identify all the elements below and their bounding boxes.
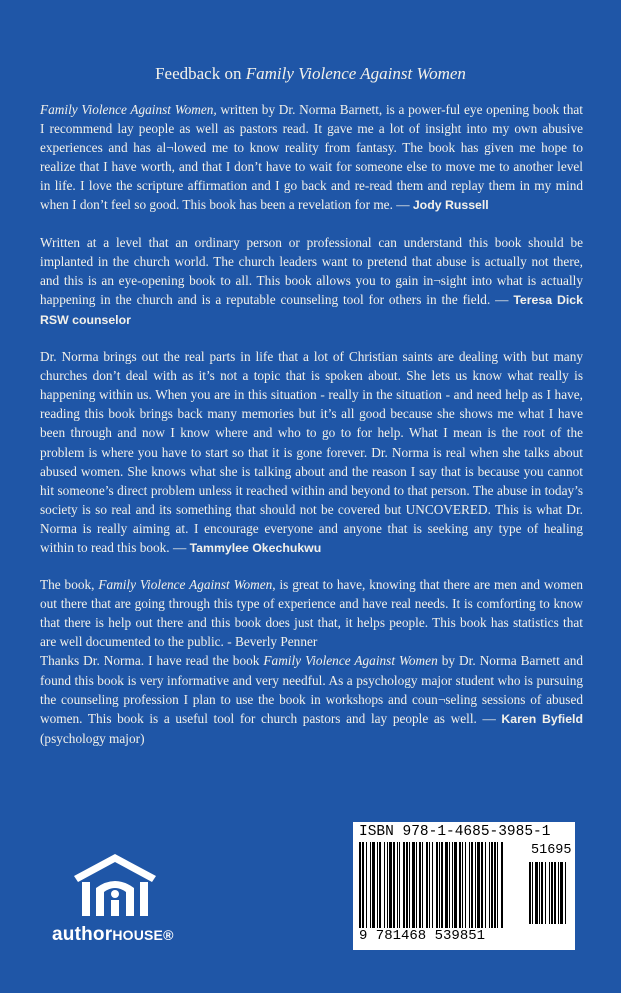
publisher-name-main: author (52, 924, 113, 945)
price-barcode-bars (529, 862, 571, 924)
testimonial-5-author: Karen Byfield (501, 711, 583, 726)
testimonial-2-text: Written at a level that an ordinary person or professional can understand this book should be implanted in the church world. The church leaders want to pretend that abuse is actually not there, and this is an eye-opening book to all. This book allows you to gain in¬sight into what is actually happening in the church and is a reputable counseling tool for others in the field. — (40, 234, 583, 307)
testimonial-5-pre: Thanks Dr. Norma. I have read the book (40, 653, 264, 669)
publisher-trademark: ® (163, 927, 174, 943)
price-code: 51695 (531, 843, 572, 858)
testimonial-5-suffix: (psychology major) (40, 730, 145, 746)
ean-barcode-bars (359, 842, 527, 928)
testimonial-1-lead: Family Violence Against Women, (40, 102, 217, 117)
testimonial-1-author: Jody Russell (412, 198, 489, 213)
isbn-label: ISBN 978-1-4685-3985-1 (359, 824, 551, 840)
testimonial-1 (40, 100, 583, 216)
testimonial-1-text: written by Dr. Norma Barnett, is a power-ful eye opening book that I recommend lay people as well as pastors read. It gave me a lot of insight into my own abusive experiences and has al¬lowed me to know reality from fantasy. The book has given me hope to realize that I have worth, and that I don’t have to wait for someone else to move me to another level in life. I love the scripture affirmation and I go back and re-read them and replay them in my mind when I don’t feel so good. This book has been a revelation for me. — (40, 102, 583, 213)
authorhouse-logo-icon (72, 852, 158, 920)
testimonial-4-pre: The book, (40, 577, 99, 593)
testimonial-4-text: , is great to have, knowing that there are men and women out there that are going through this type of experience and have real needs. It is comforting to know that there is help out there and this book does just that, it helps people. This book has statistics that are well documented to the public. - Beverly Penner (40, 577, 583, 650)
testimonial-5-text: by Dr. Norma Barnett and found this book is very informative and very needful. As a psychology major student who is pursuing the counseling profession I plan to use the book in workshops and coun¬seling sessions of abused women. This book is a useful tool for church pastors and lay people as well. — (40, 653, 583, 726)
ean-digits: 9 781468 539851 (359, 928, 486, 944)
cover-heading (0, 64, 621, 84)
testimonial-2-author: Teresa Dick RSW counselor (40, 292, 583, 327)
testimonials (40, 100, 583, 765)
testimonial-3-author: Tammylee Okechukwu (189, 540, 322, 555)
heading-prefix: Feedback on (155, 64, 242, 83)
testimonial-3 (40, 347, 583, 558)
heading-book-title: Family Violence Against Women (245, 64, 466, 83)
publisher-name-small: HOUSE (112, 927, 164, 943)
testimonial-4 (40, 575, 583, 651)
isbn-barcode (353, 822, 575, 950)
testimonial-3-text: Dr. Norma brings out the real parts in life that a lot of Christian saints are dealing with but many churches don’t deal with as it’s not a topic that is spoken about. She lets us know what really is happening within us. When you are in this situation - really in the situation - and need help as I have, reading this book brings back many memories but it’s all good because she shows me what I have been through and now I know where and who to go to for help. What I mean is the root of the problem is where you have to start so that it is gone forever. Dr. Norma is real when she talks about abused women. She knows what she is talking about and the reason I say that is because you cannot hit someone’s direct problem unless it reached within and beyond to that person. The abuse in today’s society is so real and its something that should not be covered but UNCOVERED. This is what Dr. Norma is really aiming at. I encourage everyone and anyone that is seeking any type of healing within to read this book. — (40, 349, 583, 555)
testimonial-5-book: Family Violence Against Women (263, 653, 438, 669)
testimonial-5 (40, 651, 583, 747)
publisher-name (52, 924, 197, 946)
publisher-logo (52, 852, 197, 946)
testimonial-4-book: Family Violence Against Women (98, 577, 273, 593)
testimonial-2 (40, 233, 583, 330)
